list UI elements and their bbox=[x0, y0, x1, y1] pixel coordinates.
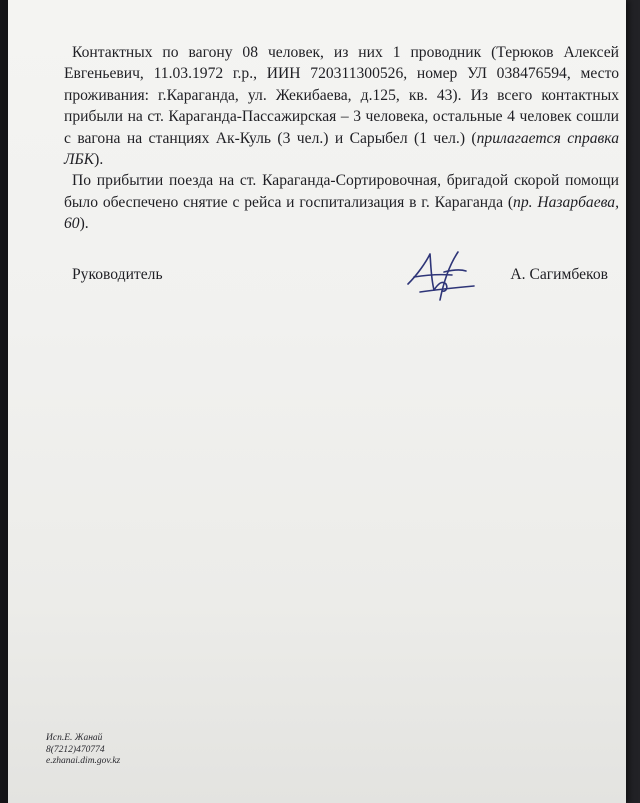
signature-row bbox=[72, 266, 612, 306]
paragraph-hospitalization-note: пр. Назарбаева, 60 bbox=[64, 193, 620, 233]
executor-phone: 8(7212)470774 bbox=[46, 744, 105, 755]
document-body bbox=[64, 42, 619, 235]
paragraph-contacts bbox=[64, 42, 619, 170]
handwritten-signature bbox=[400, 244, 484, 306]
document-page bbox=[8, 0, 626, 803]
paragraph-hospitalization-text: По прибытии поезда на ст. Караганда-Сортировочная, бригадой скорой помощи было обеспечено снятие с рейса и госпитализация в г. Караганда ( bbox=[64, 172, 619, 211]
paragraph-contacts-text: Контактных по вагону 08 человек, из них 1 проводник (Терюков Алексей Евгеньевич, 11.03.1972 г.р., ИИН 720311300526, номер УЛ 038476594, место проживания: г.Караганда, ул. Жекибаева, д.125, кв. 43). Из всего контактных прибыли на ст. Караганда-Пассажирская – 3 человека, остальные 4 человек сошли с вагона на станциях Ак-Куль (3 чел.) и Сарыбел (1 чел.) ( bbox=[64, 44, 619, 147]
signatory-title: Руководитель bbox=[72, 266, 163, 283]
executor-footer bbox=[46, 733, 120, 768]
executor-name: Исп.Е. Жанай bbox=[46, 733, 103, 743]
paragraph-hospitalization-end: ). bbox=[79, 215, 89, 233]
signatory-name: А. Сагимбеков bbox=[510, 266, 608, 283]
executor-email: e.zhanai.dim.gov.kz bbox=[46, 756, 121, 766]
paragraph-hospitalization bbox=[64, 170, 619, 234]
paragraph-contacts-end: ). bbox=[94, 151, 104, 169]
paragraph-contacts-note: прилагается справка ЛБК bbox=[64, 129, 620, 169]
